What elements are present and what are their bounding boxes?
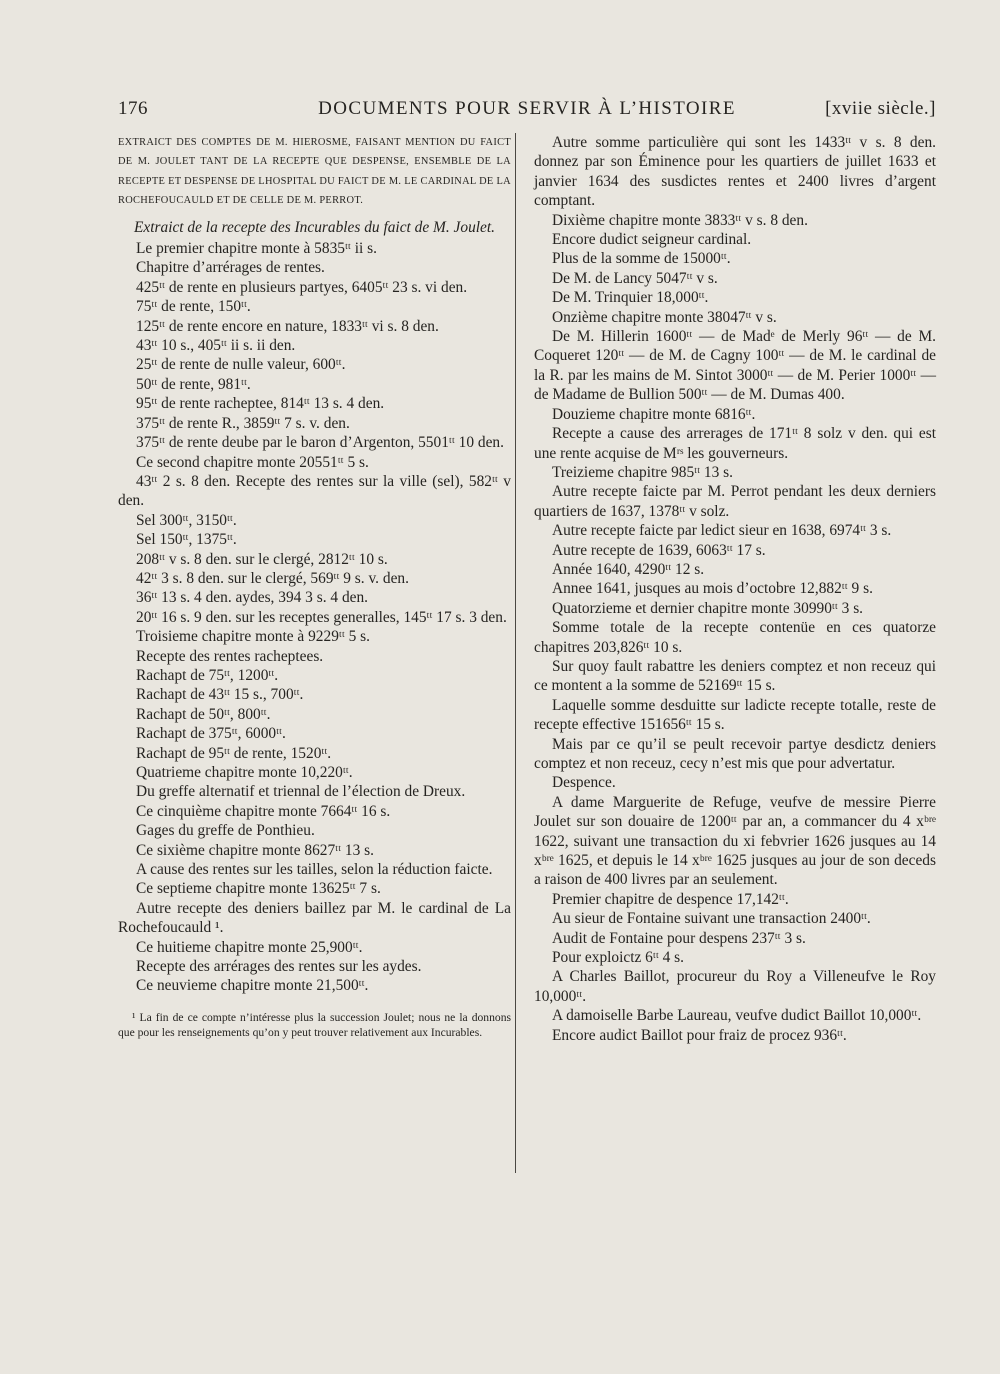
entry-line: A damoiselle Barbe Laureau, veufve dudict Baillot 10,000ᵗᵗ. (552, 1007, 922, 1025)
entry-line: Onzième chapitre monte 38047ᵗᵗ v s. (552, 308, 777, 326)
entry-line: Autre recepte de 1639, 6063ᵗᵗ 17 s. (552, 541, 766, 559)
entry-line: Treizieme chapitre 985ᵗᵗ 13 s. (552, 463, 733, 481)
page-number: 176 (118, 98, 148, 119)
entry-line: Recepte des rentes racheptees. (136, 647, 324, 665)
entry-line: 375ᵗᵗ de rente R., 3859ᵗᵗ 7 s. v. den. (136, 414, 350, 432)
entry-line: Annee 1641, jusques au mois d’octobre 12,882ᵗᵗ 9 s. (552, 580, 873, 598)
entry-line: Quatorzieme et dernier chapitre monte 30990ᵗᵗ 3 s. (552, 599, 864, 617)
footnote: ¹ La fin de ce compte n’intéresse plus la succession Joulet; nous ne la donnons que pour les renseignements qu’on y peut trouver relativement aux Incurables. (118, 1010, 511, 1040)
entry-line: 375ᵗᵗ de rente deube par le baron d’Argenton, 5501ᵗᵗ 10 den. (136, 434, 504, 452)
section-heading: EXTRAICT DES COMPTES DE M. HIEROSME, FAISANT MENTION DU FAICT DE M. JOULET TANT DE LA RECEPTE QUE DESPENSE, ENSEMBLE DE LA RECEPTE ET DESPENSE DE LHOSPITAL DU FAICT DE M. LE CARDINAL DE LA ROCHEFOUCAULD ET DE CELLE DE M. PERROT. (118, 137, 511, 207)
entry-line: Ce second chapitre monte 20551ᵗᵗ 5 s. (136, 453, 369, 471)
entry-line: Encore audict Baillot pour fraiz de procez 936ᵗᵗ. (552, 1026, 847, 1044)
entry-line: 20ᵗᵗ 16 s. 9 den. sur les receptes generalles, 145ᵗᵗ 17 s. 3 den. (136, 608, 507, 626)
entry-line: Recepte des arrérages des rentes sur les aydes. (136, 958, 422, 976)
left-column (118, 133, 511, 1040)
entry-line: Gages du greffe de Ponthieu. (136, 822, 315, 840)
entry-line: 43ᵗᵗ 10 s., 405ᵗᵗ ii s. ii den. (136, 337, 296, 355)
entry-line: Chapitre d’arrérages de rentes. (136, 259, 325, 277)
entry-line: Autre recepte faicte par M. Perrot pendant les deux derniers quartiers de 1637, 1378ᵗᵗ v solz. (534, 483, 936, 520)
entry-line: Rachapt de 375ᵗᵗ, 6000ᵗᵗ. (136, 725, 286, 743)
entry-line: 425ᵗᵗ de rente en plusieurs partyes, 6405ᵗᵗ 23 s. vi den. (136, 278, 468, 296)
entry-line: 75ᵗᵗ de rente, 150ᵗᵗ. (136, 298, 251, 316)
entry-line: Audit de Fontaine pour despens 237ᵗᵗ 3 s. (552, 929, 806, 947)
entry-line: Quatrieme chapitre monte 10,220ᵗᵗ. (136, 764, 353, 781)
entry-line: Rachapt de 43ᵗᵗ 15 s., 700ᵗᵗ. (136, 686, 304, 704)
entry-line: Laquelle somme desduitte sur ladicte recepte totalle, reste de recepte effective 151656ᵗᵗ 15 s. (534, 696, 936, 734)
entry-line: Rachapt de 95ᵗᵗ de rente, 1520ᵗᵗ. (136, 744, 332, 762)
entry-line: A dame Marguerite de Refuge, veufve de messire Pierre Joulet sur son douaire de 1200ᵗᵗ par an, a commancer du 4 xᵇʳᵉ 1622, suivant une transaction du xi febvrier 1626 jusques au 14 xᵇʳᵉ 1625, et depuis le 14 xᵇʳᵉ 1625 jusques au jour de son deceds a raison de 400 livres par an seulement. (534, 793, 936, 889)
section-subheading: Extraict de la recepte des Incurables du faict de M. Joulet. (134, 218, 495, 236)
entry-line: Sel 300ᵗᵗ, 3150ᵗᵗ. (136, 511, 237, 529)
entry-line: A Charles Baillot, procureur du Roy a Villeneufve le Roy 10,000ᵗᵗ. (534, 968, 936, 1005)
entry-line: 43ᵗᵗ 2 s. 8 den. Recepte des rentes sur la ville (sel), 582ᵗᵗ v den. (118, 472, 511, 510)
entry-line: 36ᵗᵗ 13 s. 4 den. aydes, 394 3 s. 4 den. (136, 589, 369, 607)
entry-line: Dixième chapitre monte 3833ᵗᵗ v s. 8 den. (552, 211, 808, 229)
entry-line: Au sieur de Fontaine suivant une transaction 2400ᵗᵗ. (552, 910, 871, 928)
entry-line: Autre recepte des deniers baillez par M. le cardinal de La Rochefoucauld ¹. (118, 899, 511, 937)
entry-line: De M. Hillerin 1600ᵗᵗ — de Madᵉ de Merly 96ᵗᵗ — de M. Coqueret 120ᵗᵗ — de M. de Cagny 100ᵗᵗ — de M. le cardinal de la R. par les mains de M. Sintot 3000ᵗᵗ — de M. Perier 1000ᵗᵗ — de Madame de Bullion 500ᵗᵗ — de M. Dumas 400. (534, 328, 936, 404)
entry-line: Autre recepte faicte par ledict sieur en 1638, 6974ᵗᵗ 3 s. (552, 522, 892, 540)
entry-line: Ce cinquième chapitre monte 7664ᵗᵗ 16 s. (136, 802, 391, 820)
entry-line: Ce sixième chapitre monte 8627ᵗᵗ 13 s. (136, 841, 374, 859)
entry-line: Sel 150ᵗᵗ, 1375ᵗᵗ. (136, 531, 237, 549)
running-header (118, 98, 936, 128)
entry-line: Premier chapitre de despence 17,142ᵗᵗ. (552, 890, 789, 908)
entry-line: Autre somme particulière qui sont les 1433ᵗᵗ v s. 8 den. donnez par son Éminence pour les quartiers de juillet 1633 et janvier 1634 des susdictes rentes et 2400 livres d’argent comptant. (534, 134, 936, 210)
entry-line: Ce neuvieme chapitre monte 21,500ᵗᵗ. (136, 977, 369, 995)
entry-line: Année 1640, 4290ᵗᵗ 12 s. (552, 560, 705, 578)
entry-line: 50ᵗᵗ de rente, 981ᵗᵗ. (136, 375, 251, 393)
entry-line: 42ᵗᵗ 3 s. 8 den. sur le clergé, 569ᵗᵗ 9 s. v. den. (136, 569, 409, 587)
right-column (534, 133, 936, 1045)
entry-line: 208ᵗᵗ v s. 8 den. sur le clergé, 2812ᵗᵗ 10 s. (136, 550, 388, 568)
entry-line: Mais par ce qu’il se peult recevoir partye desdictz deniers comptez et non receuz, cecy n’est mis que pour advertatur. (534, 735, 936, 772)
entry-line: Somme totale de la recepte contenüe en ces quatorze chapitres 203,826ᵗᵗ 10 s. (534, 619, 936, 656)
entry-line: Rachapt de 50ᵗᵗ, 800ᵗᵗ. (136, 705, 271, 723)
entry-line: Ce septieme chapitre monte 13625ᵗᵗ 7 s. (136, 880, 381, 898)
entry-line: Sur quoy fault rabattre les deniers comptez et non receuz qui ce montent a la somme de 52169ᵗᵗ 15 s. (534, 657, 936, 695)
entry-line: Plus de la somme de 15000ᵗᵗ. (552, 250, 731, 268)
entry-line: Recepte a cause des arrerages de 171ᵗᵗ 8 solz v den. qui est une rente acquise de Mʳˢ les gouverneurs. (534, 425, 936, 462)
entry-line: 95ᵗᵗ de rente racheptee, 814ᵗᵗ 13 s. 4 den. (136, 395, 385, 413)
entry-line: Troisieme chapitre monte à 9229ᵗᵗ 5 s. (136, 628, 371, 646)
entry-line: De M. Trinquier 18,000ᵗᵗ. (552, 289, 709, 307)
entry-line: A cause des rentes sur les tailles, selon la réduction faicte. (136, 861, 493, 879)
entry-line: Le premier chapitre monte à 5835ᵗᵗ ii s. (136, 240, 377, 258)
entry-line: Ce huitieme chapitre monte 25,900ᵗᵗ. (136, 938, 363, 956)
entry-line: Encore dudict seigneur cardinal. (552, 231, 752, 249)
entry-line: 25ᵗᵗ de rente de nulle valeur, 600ᵗᵗ. (136, 356, 346, 374)
entry-line: Despence. (552, 774, 616, 792)
entry-line: Rachapt de 75ᵗᵗ, 1200ᵗᵗ. (136, 666, 279, 684)
left-entries (118, 239, 511, 996)
century-label: [xviie siècle.] (825, 98, 936, 119)
column-divider (515, 133, 516, 1173)
entry-line: Pour exploictz 6ᵗᵗ 4 s. (552, 949, 684, 967)
entry-line: Du greffe alternatif et triennal de l’élection de Dreux. (136, 783, 466, 801)
right-entries (534, 133, 936, 1045)
entry-line: Douzieme chapitre monte 6816ᵗᵗ. (552, 405, 756, 423)
entry-line: De M. de Lancy 5047ᵗᵗ v s. (552, 269, 718, 287)
running-title: DOCUMENTS POUR SERVIR À L’HISTOIRE (318, 98, 736, 119)
entry-line: 125ᵗᵗ de rente encore en nature, 1833ᵗᵗ vi s. 8 den. (136, 317, 439, 335)
